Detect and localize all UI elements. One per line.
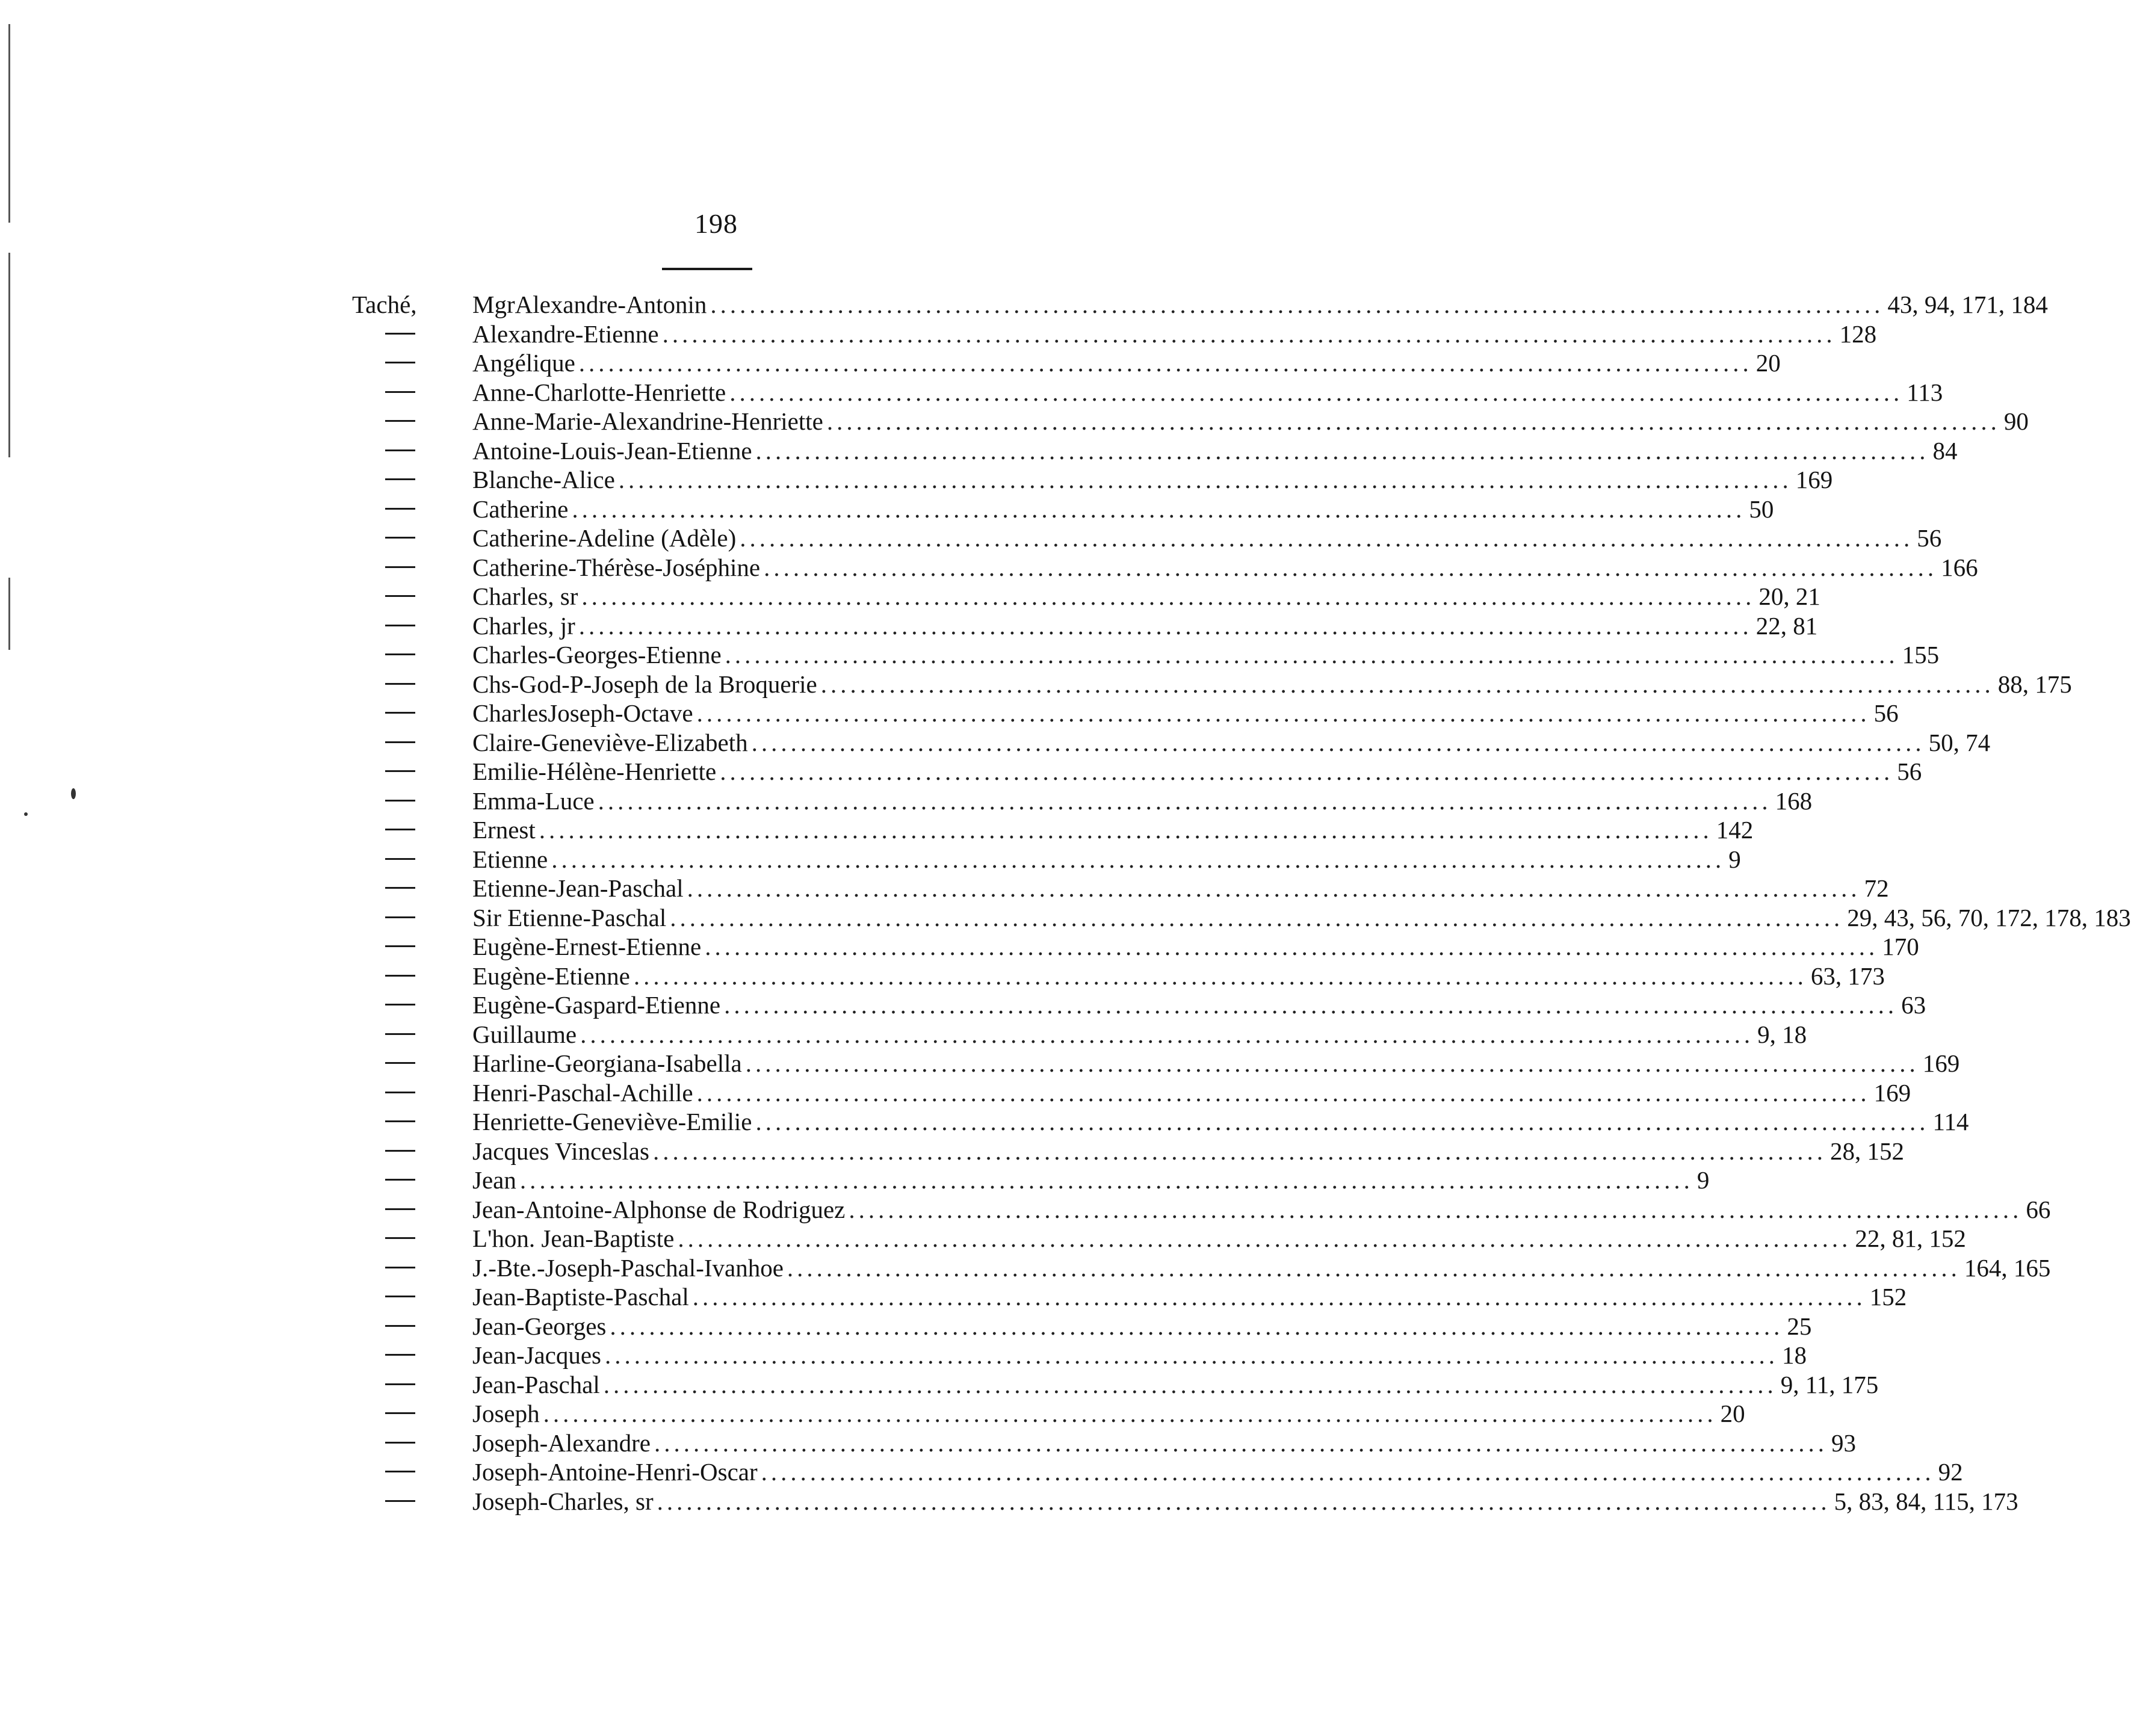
entry-name: Catherine-Adeline (Adèle): [472, 524, 737, 552]
dot-leader: ........................................................................................................................: [670, 903, 1844, 931]
dot-leader: ........................................................................................................................: [657, 1487, 1831, 1515]
ditto-dash: [385, 508, 415, 510]
entry-page-references: 93: [1831, 1429, 1857, 1457]
dot-leader: ........................................................................................................................: [662, 320, 1836, 348]
dot-leader: ........................................................................................................................: [755, 1108, 1929, 1135]
ditto-dash: [385, 1092, 415, 1093]
page-number: 198: [694, 208, 738, 239]
ditto-dash: [385, 887, 415, 889]
entry-line: [472, 553, 1978, 582]
entry-line: [472, 1020, 1807, 1049]
entry-name: Jean-Antoine-Alphonse de Rodriguez: [472, 1195, 846, 1223]
entry-line: [472, 1370, 1879, 1400]
index-entry: [352, 1049, 1960, 1078]
ditto-dash: [385, 478, 415, 480]
entry-name: Jean-Paschal: [472, 1370, 600, 1398]
entry-line: [472, 611, 1818, 641]
ditto-dash: [385, 1208, 415, 1210]
ditto-dash: [385, 1062, 415, 1064]
entry-page-references: 84: [1932, 436, 1958, 465]
ditto-dash: [385, 1354, 415, 1356]
dot-leader: ........................................................................................................................: [710, 291, 1884, 318]
entry-name: Anne-Charlotte-Henriette: [472, 378, 726, 406]
entry-name: Charles, jr: [472, 611, 575, 640]
dot-leader: ........................................................................................................................: [755, 436, 1929, 465]
index-entry: [352, 670, 2072, 699]
entry-name: Anne-Marie-Alexandrine-Henriette: [472, 407, 823, 435]
index-entry: [352, 990, 1926, 1020]
entry-page-references: 20: [1720, 1400, 1745, 1427]
ditto-dash: [385, 858, 415, 860]
entry-page-references: 164, 165: [1964, 1253, 2051, 1282]
ditto-dash: [385, 1237, 415, 1239]
entry-page-references: 9, 11, 175: [1780, 1370, 1879, 1398]
entry-line: [472, 320, 1877, 349]
ditto-dash: [385, 625, 415, 626]
dot-leader: ........................................................................................................................: [539, 816, 1713, 844]
ditto-dash: [385, 653, 415, 655]
entry-name: Antoine-Louis-Jean-Etienne: [472, 436, 752, 465]
entry-page-references: 155: [1902, 641, 1940, 669]
index-entry: [352, 1224, 1966, 1253]
entry-page-references: 169: [1795, 466, 1833, 493]
entry-line: [472, 407, 2029, 436]
surname-heading: Taché,: [352, 291, 417, 318]
index-entry: [352, 524, 1942, 553]
entry-line: [472, 582, 1820, 611]
header-rule: [662, 268, 752, 270]
ditto-dash: [385, 1120, 415, 1122]
entry-line: [472, 1078, 1911, 1108]
entry-line: [472, 815, 1754, 845]
ditto-dash: [385, 1383, 415, 1385]
index-entry: [352, 465, 1833, 495]
entry-name: MgrAlexandre-Antonin: [472, 291, 707, 318]
entry-name: L'hon. Jean-Baptiste: [472, 1225, 675, 1252]
index-entry: [352, 757, 1922, 786]
entry-line: [472, 640, 1940, 670]
index-entry: [352, 962, 1885, 991]
ditto-dash: [385, 1004, 415, 1005]
entry-name: Ernest: [472, 816, 536, 844]
entry-page-references: 142: [1716, 816, 1754, 844]
ditto-dash: [385, 595, 415, 597]
entry-line: [472, 1312, 1812, 1341]
entry-page-references: 170: [1882, 933, 1919, 960]
ditto-dash: [385, 1179, 415, 1181]
entry-name: Harline-Georgiana-Isabella: [472, 1049, 742, 1077]
entry-page-references: 50: [1749, 495, 1774, 523]
entry-line: [472, 874, 1889, 903]
entry-line: [472, 465, 1833, 495]
index-entry: [352, 1020, 1807, 1049]
dot-leader: ........................................................................................................................: [745, 1049, 1919, 1077]
ditto-dash: [385, 1325, 415, 1327]
scan-edge-mark: [8, 24, 10, 223]
dot-leader: ........................................................................................................................: [543, 1400, 1717, 1427]
ditto-dash: [385, 683, 415, 685]
entry-name: Joseph-Charles, sr: [472, 1487, 654, 1515]
index-entry: [352, 1487, 2018, 1516]
index-entry: [352, 495, 1774, 524]
ditto-dash: [385, 1296, 415, 1297]
entry-page-references: 20: [1755, 349, 1781, 377]
index-entry: [352, 1282, 1907, 1312]
index-entry: [352, 1370, 1879, 1400]
entry-line: [472, 1137, 1904, 1166]
entry-page-references: 169: [1922, 1049, 1960, 1077]
entry-page-references: 9, 18: [1757, 1020, 1807, 1048]
dot-leader: ........................................................................................................................: [705, 933, 1879, 960]
entry-line: [472, 728, 1991, 758]
entry-line: [472, 1282, 1907, 1312]
entry-name: CharlesJoseph-Octave: [472, 699, 693, 727]
dot-leader: ........................................................................................................................: [692, 1283, 1866, 1311]
index-entry: [352, 582, 1820, 611]
dot-leader: ........................................................................................................................: [578, 611, 1752, 640]
entry-page-references: 166: [1941, 553, 1978, 581]
entry-name: Blanche-Alice: [472, 466, 615, 493]
entry-name: Joseph-Antoine-Henri-Oscar: [472, 1458, 758, 1486]
index-entry: [352, 553, 1978, 582]
entry-line: [472, 1166, 1710, 1195]
entry-page-references: 72: [1864, 874, 1889, 902]
entry-page-references: 5, 83, 84, 115, 173: [1834, 1487, 2018, 1515]
entry-name: Henri-Paschal-Achille: [472, 1078, 693, 1107]
dot-leader: ........................................................................................................................: [633, 962, 1807, 990]
ditto-dash: [385, 741, 415, 743]
entry-name: Alexandre-Etienne: [472, 320, 659, 348]
entry-page-references: 128: [1839, 320, 1877, 348]
entry-page-references: 169: [1873, 1078, 1911, 1107]
entry-line: [472, 903, 2131, 933]
entry-page-references: 92: [1938, 1458, 1963, 1486]
entry-line: [472, 1399, 1745, 1429]
index-entry: [352, 903, 2131, 933]
dot-leader: ........................................................................................................................: [696, 1078, 1870, 1107]
entry-page-references: 56: [1897, 758, 1922, 785]
dot-leader: ........................................................................................................................: [696, 699, 1870, 727]
dot-leader: ........................................................................................................................: [787, 1253, 1961, 1282]
entry-page-references: 63, 173: [1810, 962, 1885, 990]
dot-leader: ........................................................................................................................: [551, 845, 1725, 873]
entry-page-references: 20, 21: [1758, 582, 1820, 610]
dot-leader: ........................................................................................................................: [720, 758, 1894, 785]
entry-line: [472, 845, 1741, 874]
index-entry: [352, 407, 2029, 436]
entry-line: [472, 495, 1774, 524]
entry-page-references: 152: [1869, 1283, 1907, 1311]
entry-line: [472, 962, 1885, 991]
index-entry: [352, 1399, 1745, 1429]
index-entry: [352, 1429, 1857, 1458]
entry-name: Eugène-Gaspard-Etienne: [472, 991, 721, 1019]
entry-line: [472, 436, 1958, 466]
entry-page-references: 56: [1917, 524, 1942, 552]
ditto-dash: [385, 362, 415, 363]
ditto-dash: [385, 1471, 415, 1472]
entry-page-references: 18: [1782, 1341, 1807, 1369]
ditto-dash: [385, 1500, 415, 1502]
entry-name: Eugène-Ernest-Etienne: [472, 933, 702, 960]
ditto-dash: [385, 829, 415, 830]
dot-leader: ........................................................................................................................: [764, 553, 1938, 581]
ditto-dash: [385, 975, 415, 977]
entry-page-references: 22, 81: [1755, 611, 1818, 640]
dot-leader: ........................................................................................................................: [687, 874, 1861, 902]
dot-leader: ........................................................................................................................: [724, 991, 1898, 1019]
dot-leader: ........................................................................................................................: [652, 1137, 1826, 1165]
entry-page-references: 88, 175: [1997, 670, 2072, 698]
ditto-dash: [385, 449, 415, 451]
index-entry: [352, 290, 2048, 320]
entry-page-references: 114: [1932, 1108, 1969, 1135]
ditto-dash: [385, 1267, 415, 1268]
entry-name: Joseph: [472, 1400, 540, 1427]
scan-edge-mark: [8, 253, 10, 457]
dot-leader: ........................................................................................................................: [581, 582, 1755, 610]
dot-leader: ........................................................................................................................: [605, 1341, 1779, 1369]
dot-leader: ........................................................................................................................: [598, 786, 1772, 815]
entry-name: Jean: [472, 1166, 516, 1194]
dot-leader: ........................................................................................................................: [580, 1020, 1754, 1048]
scan-speck: [71, 788, 76, 799]
entry-name: Etienne: [472, 845, 548, 873]
index-entry: [352, 320, 1877, 349]
entry-line: [472, 1049, 1960, 1078]
entry-page-references: 113: [1907, 378, 1943, 406]
index-entry: [352, 436, 1958, 466]
index-entry: [352, 1457, 1963, 1487]
scan-speck: [24, 812, 28, 816]
entry-name: Joseph-Alexandre: [472, 1429, 651, 1457]
entry-name: Angélique: [472, 349, 575, 377]
entry-line: [472, 348, 1781, 378]
entry-page-references: 66: [2026, 1195, 2051, 1223]
dot-leader: ........................................................................................................................: [751, 728, 1925, 756]
entry-name: J.-Bte.-Joseph-Paschal-Ivanhoe: [472, 1253, 784, 1282]
entry-page-references: 43, 94, 171, 184: [1887, 291, 2048, 318]
dot-leader: ........................................................................................................................: [849, 1195, 2023, 1223]
entry-line: [472, 1107, 1969, 1137]
entry-line: [472, 699, 1899, 728]
dot-leader: ........................................................................................................................: [610, 1312, 1784, 1340]
entry-name: Emma-Luce: [472, 786, 595, 815]
index-entry: [352, 932, 1919, 962]
entry-name: Jacques Vinceslas: [472, 1137, 649, 1165]
index-entry: [352, 1195, 2051, 1225]
ditto-dash: [385, 391, 415, 393]
index-entry: [352, 728, 1991, 758]
entry-page-references: 56: [1873, 699, 1899, 727]
index-entry: [352, 845, 1741, 874]
ditto-dash: [385, 537, 415, 539]
entry-name: Sir Etienne-Paschal: [472, 903, 667, 931]
ditto-dash: [385, 916, 415, 918]
entry-name: Guillaume: [472, 1020, 577, 1048]
entry-page-references: 90: [2003, 407, 2029, 435]
ditto-dash: [385, 1150, 415, 1152]
entry-line: [472, 1224, 1966, 1253]
entry-line: [472, 932, 1919, 962]
entry-line: [472, 524, 1942, 553]
ditto-dash: [385, 945, 415, 947]
entry-name: Charles-Georges-Etienne: [472, 641, 722, 669]
ditto-dash: [385, 1442, 415, 1444]
dot-leader: ........................................................................................................................: [678, 1225, 1852, 1252]
dot-leader: ........................................................................................................................: [740, 524, 1914, 552]
entry-line: [472, 1457, 1963, 1487]
dot-leader: ........................................................................................................................: [519, 1166, 1693, 1194]
ditto-dash: [385, 770, 415, 772]
entry-page-references: 28, 152: [1829, 1137, 1904, 1165]
entry-page-references: 9: [1728, 845, 1741, 873]
dot-leader: ........................................................................................................................: [618, 466, 1792, 493]
ditto-dash: [385, 420, 415, 422]
entry-line: [472, 990, 1926, 1020]
index-entry: [352, 611, 1818, 641]
dot-leader: ........................................................................................................................: [826, 407, 2000, 435]
entry-name: Etienne-Jean-Paschal: [472, 874, 684, 902]
entry-page-references: 29, 43, 56, 70, 172, 178, 183: [1847, 903, 2131, 931]
index-entry: [352, 874, 1889, 903]
dot-leader: ........................................................................................................................: [578, 349, 1752, 377]
dot-leader: ........................................................................................................................: [761, 1458, 1935, 1486]
index-entry: [352, 1312, 1812, 1341]
index-entry: [352, 1341, 1807, 1370]
entry-page-references: 25: [1787, 1312, 1812, 1340]
entry-name: Catherine-Thérèse-Joséphine: [472, 553, 761, 581]
dot-leader: ........................................................................................................................: [729, 378, 1904, 406]
index-entry: [352, 1166, 1710, 1195]
index-entry: [352, 378, 1943, 407]
entry-line: [472, 786, 1813, 816]
entry-line: [472, 1429, 1857, 1458]
entry-line: [472, 378, 1943, 407]
ditto-dash: [385, 800, 415, 802]
index-entry: [352, 699, 1899, 728]
entry-name: Chs-God-P-Joseph de la Broquerie: [472, 670, 817, 698]
entry-name: Catherine: [472, 495, 569, 523]
dot-leader: ........................................................................................................................: [820, 670, 1994, 698]
entry-page-references: 22, 81, 152: [1855, 1225, 1966, 1252]
entry-name: Jean-Baptiste-Paschal: [472, 1283, 689, 1311]
name-index: [352, 290, 2131, 1516]
ditto-dash: [385, 1033, 415, 1035]
entry-page-references: 9: [1696, 1166, 1710, 1194]
ditto-dash: [385, 712, 415, 714]
entry-page-references: 168: [1775, 786, 1813, 815]
index-entry: [352, 1078, 1911, 1108]
dot-leader: ........................................................................................................................: [725, 641, 1899, 669]
entry-name: Jean-Jacques: [472, 1341, 602, 1369]
dot-leader: ........................................................................................................................: [572, 495, 1746, 523]
index-entry: [352, 1253, 2051, 1283]
entry-line: [472, 290, 2048, 320]
index-entry: [352, 348, 1781, 378]
entry-page-references: 63: [1901, 991, 1926, 1019]
entry-line: [472, 1253, 2051, 1283]
entry-name: Charles, sr: [472, 582, 578, 610]
entry-name: Jean-Georges: [472, 1312, 607, 1340]
entry-page-references: 50, 74: [1928, 728, 1991, 756]
dot-leader: ........................................................................................................................: [603, 1370, 1777, 1398]
ditto-dash: [385, 1412, 415, 1414]
scan-edge-mark: [8, 578, 10, 650]
entry-line: [472, 1487, 2018, 1516]
entry-name: Emilie-Hélène-Henriette: [472, 758, 717, 785]
index-entry: [352, 640, 1940, 670]
index-entry: [352, 1107, 1969, 1137]
ditto-dash: [385, 566, 415, 568]
entry-name: Henriette-Geneviève-Emilie: [472, 1108, 752, 1135]
index-entry: [352, 786, 1813, 816]
ditto-dash: [385, 333, 415, 335]
entry-line: [472, 670, 2072, 699]
index-entry: [352, 815, 1754, 845]
entry-name: Eugène-Etienne: [472, 962, 630, 990]
entry-line: [472, 757, 1922, 786]
entry-line: [472, 1341, 1807, 1370]
dot-leader: ........................................................................................................................: [654, 1429, 1828, 1457]
entry-line: [472, 1195, 2051, 1225]
index-entry: [352, 1137, 1904, 1166]
entry-name: Claire-Geneviève-Elizabeth: [472, 728, 748, 756]
